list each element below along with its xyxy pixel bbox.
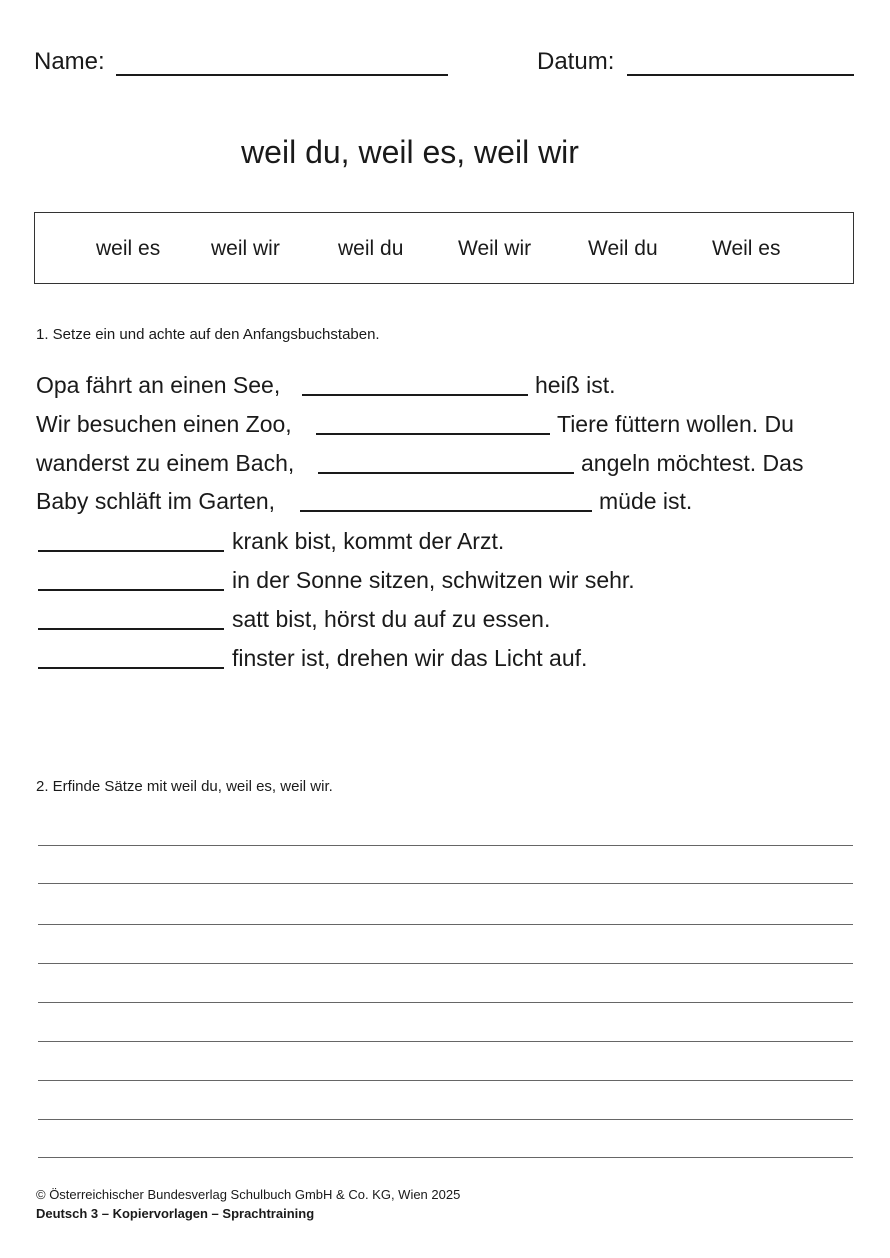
sentence-line <box>36 604 856 634</box>
word-bank-item: weil es <box>96 237 161 260</box>
name-label: Name: <box>34 48 105 75</box>
sentence-text-after: Tiere füttern wollen. Du <box>557 411 794 437</box>
word-bank-item: weil wir <box>211 237 280 260</box>
sentence-line <box>36 409 856 439</box>
fill-in-blank[interactable] <box>300 510 592 512</box>
name-field[interactable] <box>116 74 448 76</box>
copyright-notice: © Österreichischer Bundesverlag Schulbuch GmbH & Co. KG, Wien 2025 <box>36 1187 461 1202</box>
sentence-text-after: angeln möchtest. Das <box>581 450 804 476</box>
writing-line[interactable] <box>38 845 853 846</box>
word-bank-item: Weil wir <box>458 237 532 260</box>
sentence-line <box>36 486 856 516</box>
sentence-text-after: krank bist, kommt der Arzt. <box>232 528 505 554</box>
writing-line[interactable] <box>38 883 853 884</box>
fill-in-blank[interactable] <box>38 667 224 669</box>
sentence-line <box>36 370 856 400</box>
date-label: Datum: <box>537 48 615 75</box>
fill-in-blank[interactable] <box>38 589 224 591</box>
writing-line[interactable] <box>38 1041 853 1042</box>
sentence-text-after: müde ist. <box>599 488 693 514</box>
fill-in-blank[interactable] <box>38 550 224 552</box>
writing-line[interactable] <box>38 1002 853 1003</box>
series-title: Deutsch 3 – Kopiervorlagen – Sprachtraining <box>36 1206 315 1221</box>
task1-instruction: 1. Setze ein und achte auf den Anfangsbuchstaben. <box>36 326 380 343</box>
sentence-line <box>36 643 856 673</box>
sentence-text-after: satt bist, hörst du auf zu essen. <box>232 606 551 632</box>
sentence-text-after: heiß ist. <box>535 372 616 398</box>
writing-line[interactable] <box>38 1157 853 1158</box>
sentence-text-before: wanderst zu einem Bach, <box>36 450 295 476</box>
sentence-text-after: in der Sonne sitzen, schwitzen wir sehr. <box>232 567 635 593</box>
sentence-line <box>36 526 856 556</box>
sentence-text-before: Wir besuchen einen Zoo, <box>36 411 292 437</box>
fill-in-blank[interactable] <box>318 472 574 474</box>
sentence-line <box>36 448 856 478</box>
date-field[interactable] <box>627 74 854 76</box>
sentence-text-after: finster ist, drehen wir das Licht auf. <box>232 645 588 671</box>
sentence-line <box>36 565 856 595</box>
writing-line[interactable] <box>38 963 853 964</box>
task2-instruction: 2. Erfinde Sätze mit weil du, weil es, weil wir. <box>36 778 333 795</box>
word-bank-item: Weil es <box>712 237 781 260</box>
fill-in-blank[interactable] <box>316 433 550 435</box>
word-bank-item: weil du <box>338 237 404 260</box>
writing-line[interactable] <box>38 924 853 925</box>
fill-in-blank[interactable] <box>302 394 528 396</box>
fill-in-blank[interactable] <box>38 628 224 630</box>
sentence-text-before: Opa fährt an einen See, <box>36 372 281 398</box>
writing-line[interactable] <box>38 1080 853 1081</box>
word-bank-item: Weil du <box>588 237 658 260</box>
writing-line[interactable] <box>38 1119 853 1120</box>
page-title: weil du, weil es, weil wir <box>241 134 579 170</box>
sentence-text-before: Baby schläft im Garten, <box>36 488 276 514</box>
